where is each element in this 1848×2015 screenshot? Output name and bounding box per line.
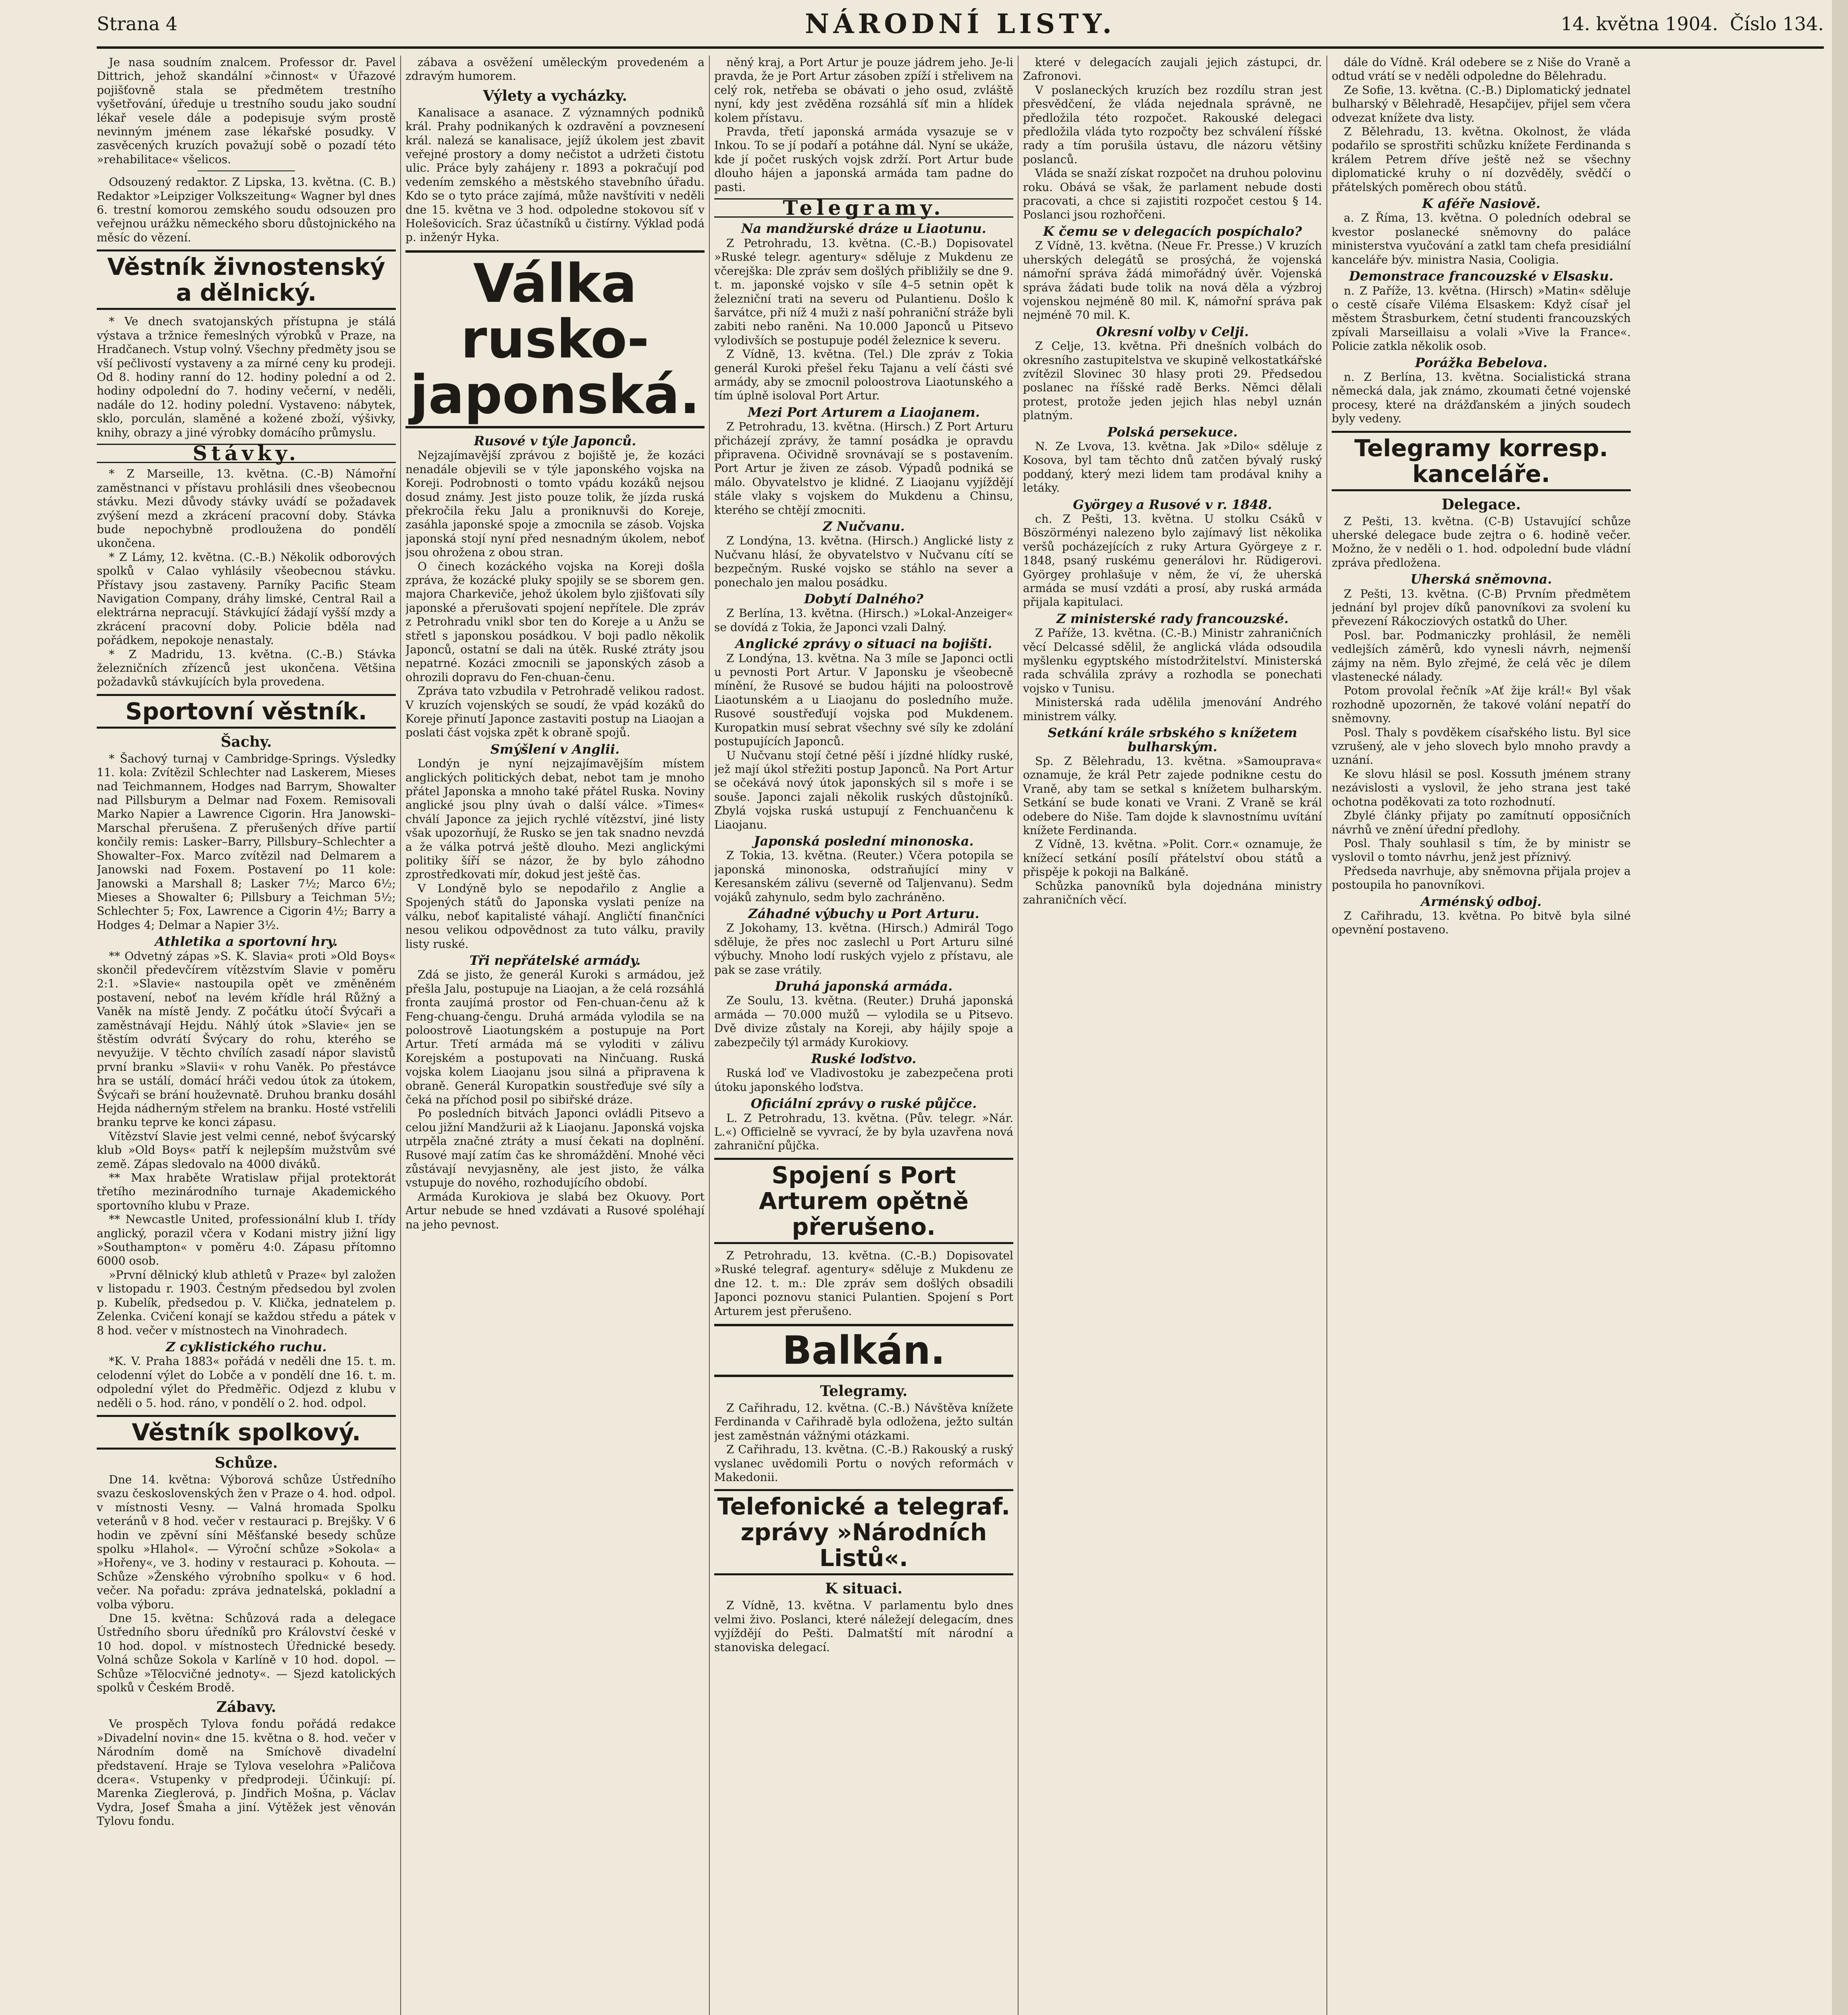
article-paragraph: Ze Soulu, 13. května. (Reuter.) Druhá japonská armáda — 70.000 mužů — vylodila se u Pitsevo. Dvě divize zůstaly na Koreji, aby hájily spoje a zabezpečily týl armády Kurokiovy. <box>714 994 1013 1049</box>
article-paragraph: * Z Madridu, 13. května. (C.-B.) Stávka železničních zřízenců jest ukončena. Většina požadavků stávkujících byla provedena. <box>97 647 396 689</box>
subsection-heading: K situaci. <box>825 1580 903 1597</box>
subsection-heading: Delegace. <box>1441 496 1521 513</box>
subsection-heading: Porážka Bebelova. <box>1415 355 1548 370</box>
article-paragraph: Potom provolal řečník »Ať žije král!« Byl však rozhodně upozorněn, že takové volání nepatří do sněmovny. <box>1332 684 1631 725</box>
article-paragraph: které v delegacích zaujali jejich zástupci, dr. Zafronovi. <box>1023 56 1322 83</box>
newspaper-title: NÁRODNÍ LISTY. <box>805 8 1116 39</box>
column-divider <box>400 56 401 2015</box>
article-paragraph: Ministerská rada udělila jmenování Andrého ministrem války. <box>1023 696 1322 723</box>
subsection-heading: Athletika a sportovní hry. <box>155 934 338 949</box>
article-paragraph: * Ve dnech svatojanských přístupna je stálá výstava a tržnice řemeslných výrobků v Praze, na Hradčanech. Vstup volný. Všechny předměty jsou se vší pečlivostí vystaveny a za mírné ceny ku prodeji. Od 8. hodiny ranní do 12. hodiny polední a od 2. hodiny odpolední do 7. hodiny večerní, v neděli, nadále do 12. hodiny polední. Vystaveno: nábytek, sklo, porculán, slaměné a kožené zboží, výšivky, knihy, obrazy a jiné výrobky domácího průmyslu. <box>97 315 396 439</box>
section-heading: Telefonické a telegraf. zprávy »Národních Listů«. <box>714 1489 1013 1575</box>
article-paragraph: Zdá se jisto, že generál Kuroki s armádou, jež přešla Jalu, postupuje na Liaojan, a že celá rozsáhlá fronta zaujímá prostor od Fen-chuan-čenu až k Feng-chuang-čengu. Druhá armáda vylodila se na poloostrově Liaotungském a postupuje na Port Artur. Třetí armáda má se vyloditi v zálivu Korejském a postupovati na Ninčuang. Ruská vojska kolem Liaojanu jsou silná a připravena k obraně. Generál Kuropatkin soustřeďuje své síly a čeká na příchod posil po sibiřské dráze. <box>405 968 705 1106</box>
article-paragraph: Nejzajímavější zprávou z bojiště je, že kozáci nenadále objevili se v týle japonského vojska na Koreji. Podrobnosti o tomto vpádu kozáků nejsou dosud známy. Jest jisto pouze tolik, že jízda ruská překročila řeku Jalu a proniknuvši do Koreje, zasáhla japonské spoje a zmocnila se zásob. Vojska japonská stojí nyní před nesnadným úkolem, neboť jsou ohrožena z obou stran. <box>405 449 705 559</box>
subsection-heading: Z cyklistického ruchu. <box>166 1339 327 1354</box>
article-paragraph: Vláda se snaží získat rozpočet na druhou polovinu roku. Obává se však, že parlament nebude dosti pracovati, a chce si zajistiti rozpočet cestou § 14. Poslanci jsou rozhořčeni. <box>1023 166 1322 222</box>
subsection-heading: Arménský odboj. <box>1421 893 1542 909</box>
article-paragraph: Pravda, třetí japonská armáda vysazuje se v Inkou. To se jí podaří a potáhne dál. Nyní se ukáže, kde jí počet ruských vojsk zdrží. Port Artur bude dlouho hájen a japonská armáda tam padne do pasti. <box>714 125 1013 194</box>
article-paragraph: Z Cařihradu, 13. května. (C.-B.) Rakouský a ruský vyslanec uvědomili Portu o nových reformách v Makedonii. <box>714 1443 1013 1484</box>
subsection-heading: Smýšlení v Anglii. <box>490 741 620 757</box>
article-paragraph: Vítězství Slavie jest velmi cenné, neboť švýcarský klub »Old Boys« patří k nejlepším mužstvům své země. Zápas sledovalo na 4000 diváků. <box>97 1129 396 1171</box>
article-paragraph: a. Z Říma, 13. května. O poledních odebral se kvestor poslanecké sněmovny do paláce ministerstva vyučování a zatkl tam chefa presidiální kanceláře býv. ministra Nasia, Cooligia. <box>1332 211 1631 266</box>
article-paragraph: zábava a osvěžení uměleckým provedeném a zdravým humorem. <box>405 56 705 83</box>
article-paragraph: Z Cařihradu, 12. května. (C.-B.) Návštěva knížete Ferdinanda v Cařihradě byla odložena, ježto sultán jest zaměstnán vážnými otázkami. <box>714 1401 1013 1442</box>
article-paragraph: Z Celje, 13. května. Při dnešních volbách do okresního zastupitelstva ve skupině velkostatkářské zvítězil Slovinec 30 hlasy proti 29. Předsedou poslanec na říšské radě Berks. Němci dělali protest, protože jeden jejich hlas nebyl uznán platným. <box>1023 339 1322 422</box>
column-divider <box>1326 56 1327 2015</box>
article-paragraph: Dne 15. května: Schůzová rada a delegace Ústředního sboru úředníků pro Království české v 10 hod. dopol. v místnostech Úřednické besedy. Volná schůze Sokola v Karlíně v 10 hod. dopol. — Schůze »Tělocvičné jednoty«. — Sjezd katolických spolků v Českém Brodě. <box>97 1612 396 1695</box>
article-paragraph: Z Vídně, 13. května. (Tel.) Dle zpráv z Tokia generál Kuroki přešel řeku Tajanu a velí části své armády, aby se zmocnil poloostrova Liaotunského a tím úplně isoloval Port Artur. <box>714 347 1013 403</box>
subsection-heading: Japonská poslední minonoska. <box>754 833 974 849</box>
article-paragraph: Ruská loď ve Vladivostoku je zabezpečena proti útoku japonského loďstva. <box>714 1066 1013 1094</box>
subsection-heading: Rusové v týle Japonců. <box>474 433 636 449</box>
article-paragraph: Ke slovu hlásil se posl. Kossuth jménem strany nezávislosti a vyslovil, že jeho strana jest také ochotna poděkovati za toto rozhodnutí. <box>1332 767 1631 808</box>
subsection-heading: Uherská sněmovna. <box>1410 571 1552 587</box>
section-heading: Sportovní věstník. <box>97 694 396 729</box>
article-paragraph: V Londýně bylo se nepodařilo z Anglie a Spojených států do Japonska vyslati peníze na válku, neboť kapitalisté váhají. Angličtí finančníci nesou velikou odpovědnost za tuto válku, pravily listy ruské. <box>405 881 705 951</box>
subsection-heading: K aféře Nasiově. <box>1422 196 1540 212</box>
section-heading: Spojení s Port Arturem opětně přerušeno. <box>714 1158 1013 1244</box>
subsection-heading: Anglické zprávy o situaci na bojišti. <box>735 636 992 652</box>
article-paragraph: Z Pešti, 13. května. (C-B) Prvním předmětem jednání byl projev díků panovníkovi za svolení ku převezení Rákocziových ostatků do Uher. <box>1332 587 1631 628</box>
article-paragraph: * Šachový turnaj v Cambridge-Springs. Výsledky 11. kola: Zvítězil Schlechter nad Laskerem, Mieses nad Teichmannem, Hodges nad Barrym, Showalter nad Pillsburym a Delmar nad Foxem. Remisovali Marko Napier a Lawrence Cigorin. Hra Janowski–Marschal přerušena. Z přerušených dříve partií končily remis: Lasker–Barry, Pillsbury–Schlechter a Showalter–Fox. Marco zvítězil nad Delmarem a Janowski nad Foxem. Postavení po 11 kole: Janowski a Marshall 8; Lasker 7½; Marco 6½; Mieses a Showalter 6; Pillsbury a Teichman 5½; Schlechter 5; Fox, Lawrence a Cigorin 4½; Barry a Hodges 4; Delmar a Napier 3½. <box>97 752 396 932</box>
article-paragraph: Posl. bar. Podmaniczky prohlásil, že neměli vedlejších záměrů, kdo vynesli návrh, nejmenší zájmy na něm. Bylo zřejmé, že celá věc je dílem vlastenecké nálady. <box>1332 628 1631 684</box>
subsection-heading: Setkání krále srbského s knížetem bulharským. <box>1048 725 1297 754</box>
section-heading: Balkán. <box>714 1324 1013 1377</box>
subsection-heading: Tři nepřátelské armády. <box>469 952 641 968</box>
subsection-heading: Dobytí Dalného? <box>804 591 923 607</box>
column-2 <box>405 56 705 2015</box>
subsection-heading: Z ministerské rady francouzské. <box>1056 611 1289 626</box>
section-heading: Telegramy. <box>714 198 1013 218</box>
subsection-heading: Mezi Port Arturem a Liaojanem. <box>747 404 980 420</box>
article-paragraph: Londýn je nyní nejzajímavějším místem anglických politických debat, nebot tam je mnoho přátel Japonska a mnoho také přátel Ruska. Noviny anglické jsou plny úvah o další válce. »Times« chválí Japonce za jejich rychlé vítězství, jiné listy však upozorňují, že Rusko se jen tak snadno nevzdá a že válka potrvá ještě dlouho. Mezi anglickými politiky šíří se názor, že by bylo záhodno zprostředkovati mír, dokud jest ještě čas. <box>405 757 705 881</box>
article-paragraph: Ze Sofie, 13. května. (C.-B.) Diplomatický jednatel bulharský v Bělehradě, Hesapčijev, přijel sem včera odvezat knížete dva listy. <box>1332 83 1631 125</box>
article-paragraph: O činech kozáckého vojska na Koreji došla zpráva, že kozácké pluky spojily se se sborem gen. majora Charkeviče, jehož úkolem bylo zjišťovati síly japonské a přerušovati spojení nepřítele. Dle zpráv z Petrohradu vnikl sbor ten do Koreje a u Anžu se střetl s japonskou posádkou. V boji padlo několik Japonců, ostatní se dali na útěk. Ruské ztráty jsou nepatrné. Kozáci zmocnili se japonských zásob a ohrozili dopravu do Fen-chuan-čenu. <box>405 559 705 684</box>
article-paragraph: Z Bělehradu, 13. května. Okolnost, že vláda podařilo se sprostřiti schůzku knížete Ferdinanda s králem Petrem dříve ještě než se všechny diplomatické kruhy o ní dozvěděly, svědčí o přátelských poměrech obou států. <box>1332 125 1631 194</box>
article-paragraph: Ve prospěch Tylova fondu pořádá redakce »Divadelní novin« dne 15. května o 8. hod. večer v Národním domě na Smíchově divadelní představení. Hraje se Tylova veselohra »Paličova dcera«. Vstupenky v předprodeji. Účinkují: pí. Marenka Zieglerová, p. Jindřich Mošna, p. Václav Vydra, Josef Šmaha a jiní. Výtěžek jest věnován Tylovu fondu. <box>97 1717 396 1828</box>
subsection-heading: Polská persekuce. <box>1107 424 1238 440</box>
article-paragraph: *K. V. Praha 1883« pořádá v neděli dne 15. t. m. celodenní výlet do Lobče a v pondělí dne 16. t. m. odpolední výlet do Předměřic. Odjezd z klubu v neděli o 5. hod. ráno, v pondělí o 2. hod. odpol. <box>97 1354 396 1410</box>
subsection-heading: Györgey a Rusové v r. 1848. <box>1073 496 1272 512</box>
article-paragraph: ** Max hraběte Wratislaw přijal protektorát třetího mezinárodního turnaje Akademického sportovního klubu v Praze. <box>97 1171 396 1212</box>
article-paragraph: N. Ze Lvova, 13. května. Jak »Dilo« sděluje z Kosova, byl tam těchto dnů zatčen bývalý ruský poddaný, který mezi lidem tam prodával knihy a letáky. <box>1023 439 1322 495</box>
page-edge-shadow <box>1832 0 1848 2015</box>
article-paragraph: »První dělnický klub athletů v Praze« byl založen v listopadu r. 1903. Čestným předsedou byl zvolen p. Kubelík, předsedou p. V. Klička, jednatelem p. Zelenka. Cvičení konají se každou středu a pátek v 8 hod. večer v místnostech na Vinohradech. <box>97 1268 396 1337</box>
section-heading: Válka rusko-japonská. <box>405 250 705 428</box>
article-paragraph: Zpráva tato vzbudila v Petrohradě velikou radost. V kruzích vojenských se soudí, že vpád kozáků do Koreje přinutí Japonce zastaviti postup na Liaojan a poslati část vojska zpět k obraně spojů. <box>405 684 705 740</box>
article-paragraph: Z Petrohradu, 13. května. (Hirsch.) Z Port Arturu přicházejí zprávy, že tamní posádka je opravdu připravena. Očividně srovnávají se s postavením. Port Artur je živen ze zásob. Výpadů podniká se málo. Obyvatelstvo je klidné. Z Liaojanu vyjíždějí stále vlaky s vojskem do Mukdenu a Chinsu, kterého se chtějí zmocniti. <box>714 420 1013 517</box>
article-paragraph: Z Pešti, 13. května. (C-B) Ustavující schůze uherské delegace bude zejtra o 6. hodině večer. Možno, že v neděli o 1. hod. odpolední bude vládní zpráva předložena. <box>1332 514 1631 569</box>
article-paragraph: n. Z Berlína, 13. května. Socialistická strana německá dala, jak známo, zkoumati četné vojenské procesy, které na drážďanském a jiných soudech byly vedeny. <box>1332 370 1631 426</box>
article-paragraph: * Z Marseille, 13. května. (C.-B) Námořní zaměstnanci v přístavu prohlásili dnes všeobecnou stávku. Mezi důvody stávky uvádí se požadavek zvýšení mezd a zkrácení pracovní doby. Stávka bude nepochybně prodloužena do pondělí ukončena. <box>97 467 396 550</box>
column-divider <box>1018 56 1019 2015</box>
subsection-heading: Druhá japonská armáda. <box>775 978 953 994</box>
section-heading: Věstník živnostenský a dělnický. <box>97 249 396 310</box>
article-paragraph: Kanalisace a asanace. Z významných podniků král. Prahy podnikaných k ozdravění a povznesení král. nalezá se kanalisace, jejíž úkolem jest zbavit veřejné prostory a domy nečistot a udržeti čistotu ulic. Práce byly zahájeny r. 1893 a pokračují pod vedením zemského a městského stavebního úřadu. Kdo se o tyto práce zajímá, může navštíviti v neděli dne 15. května ve 3 hod. odpoledne stokovou síť v Holešovicích. Sraz účastníků u čistírny. Výklad podá p. inženýr Hyka. <box>405 106 705 244</box>
article-paragraph: Předseda navrhuje, aby sněmovna přijala projev a postoupila ho panovníkovi. <box>1332 864 1631 892</box>
masthead <box>97 8 1824 49</box>
subsection-heading: Na mandžurské dráze u Liaotunu. <box>741 221 986 237</box>
article-paragraph: Z Jokohamy, 13. května. (Hirsch.) Admirál Togo sděluje, že přes noc zaslechl u Port Arturu silné výbuchy. Mnoho lodí ruských vyjelo z přístavu, ale pak se zase vrátily. <box>714 921 1013 976</box>
article-paragraph: Z Vídně, 13. května. »Polit. Corr.« oznamuje, že knížecí setkání posílí přátelství obou států a přispěje k pokoji na Balkáně. <box>1023 837 1322 879</box>
subsection-heading: Oficiální zprávy o ruské půjčce. <box>750 1096 977 1111</box>
article-paragraph: Odsouzený redaktor. Z Lipska, 13. května. (C. B.) Redaktor »Leipziger Volkszeitung« Wagner byl dnes 6. trestní komorou zemského soudu odsouzen pro veřejnou urážku německého sboru důstojnického na měsíc do vězení. <box>97 175 396 244</box>
subsection-heading: Okresní volby v Celji. <box>1096 324 1249 339</box>
article-paragraph: L. Z Petrohradu, 13. května. (Pův. telegr. »Nár. L.«) Officielně se vyvrací, že by byla uzavřena nová zahraniční půjčka. <box>714 1111 1013 1153</box>
subsection-heading: Záhadné výbuchy u Port Arturu. <box>748 906 979 921</box>
subsection-heading: Výlety a vycházky. <box>483 87 627 104</box>
column-1 <box>97 56 396 2015</box>
section-heading: Telegramy korresp. kanceláře. <box>1332 431 1631 491</box>
subsection-heading: Telegramy. <box>820 1382 908 1400</box>
article-paragraph: Posl. Thaly souhlasil s tím, že by ministr se vyslovil o tomto návrhu, jenž jest příznivý. <box>1332 836 1631 864</box>
article-paragraph: Z Vídně, 13. května. (Neue Fr. Presse.) V kruzích uherských delegátů se prosýchá, že vojenská námořní správa žádá mimořádný úvěr. Vojenská správa žádati bude tolik na nová děla a výzbroj vojenskou nejméně 80 mil. K, námořní správa pak nejméně 70 mil. K. <box>1023 239 1322 322</box>
issue-date: 14. května 1904. Číslo 134. <box>1561 13 1824 35</box>
article-paragraph: Dne 14. května: Výborová schůze Ústředního svazu československých žen v Praze o 4. hod. odpol. v místnosti Vesny. — Valná hromada Spolku veteránů v 8 hod. večer v restauraci p. Brejšky. V 6 hodin ve zpěvní síni Měšťanské besedy schůze spolku »Hlahol«. — Výroční schůze »Sokola« a »Hořeny«, ve 3. hodiny v restauraci p. Kohouta. — Schůze »Ženského výrobního spolku« v 6 hod. večer. Na pořadu: zpráva jednatelská, pokladní a volba výboru. <box>97 1473 396 1611</box>
section-heading: Věstník spolkový. <box>97 1415 396 1450</box>
page-number: Strana 4 <box>97 13 178 35</box>
article-paragraph: ** Newcastle United, professionální klub I. třídy anglický, porazil včera v Kodani mistry jižní ligy »Southampton« v poměru 4:0. Zápasu přítomno 6000 osob. <box>97 1213 396 1268</box>
subsection-heading: Schůze. <box>214 1454 278 1471</box>
article-paragraph: Schůzka panovníků byla dojednána ministry zahraničních věcí. <box>1023 879 1322 906</box>
article-paragraph: ** Odvetný zápas »S. K. Slavia« proti »Old Boys« skončil předevčírem vítězstvím Slavie v poměru 2:1. »Slavie« nastoupila opět ve změněném postavení, neboť na levém křídle hrál Růžný a Vaněk na místě Jendy. Z počátku útočí Švýcaři a zaměstnávají Hejdu. Náhlý útok »Slavie« jen se štěstím odvrátí Švýcary do rohu, kterého se nevyužije. V těchto chvílích zasadí nápor slavistů první branku »Slavii« v rohu Vaněk. Po přestávce hra se ustálí, domácí hráči vedou útok za útokem, Švýcaři se brání houževnatě. Druhou branku dosáhl Hejda nádherným střelem na branku. Hosté vstřelili branku teprve ke konci zápasu. <box>97 949 396 1129</box>
column-4 <box>1023 56 1322 2015</box>
article-paragraph: Z Vídně, 13. května. V parlamentu bylo dnes velmi živo. Poslanci, které náležejí delegacím, dnes vyjíždějí do Pešti. Dalmatští mít národní a stanoviska delegací. <box>714 1599 1013 1654</box>
section-heading: Stávky. <box>97 444 396 463</box>
article-paragraph: Z Paříže, 13. května. (C.-B.) Ministr zahraničních věcí Delcassé sdělil, že anglická vláda odsoudila myšlenku egyptského místodržitelství. Ministerská rada schválila zprávy a rozhodla se ponechati vojsko v Tunisu. <box>1023 626 1322 695</box>
subsection-heading: Ruské loďstvo. <box>811 1051 917 1067</box>
column-divider <box>709 56 710 2015</box>
article-paragraph: Z Petrohradu, 13. května. (C.-B.) Dopisovatel »Ruské telegr. agentury« sděluje z Mukdenu ze včerejška: Dle zpráv sem došlých přibližily se dne 9. t. m. japonské vojsko v síle 4–5 setnin opět k železniční trati na severu od Pulantienu. Došlo k šarvátce, při níž 4 muži z naší pohraniční stráže byli zabiti nebo raněni. Na 10.000 Japonců u Pitsevo vylodivších se postupuje podél železnice k severu. <box>714 236 1013 347</box>
article-paragraph: dále do Vídně. Král odebere se z Niše do Vraně a odtud vrátí se v neděli odpoledne do Bělehradu. <box>1332 56 1631 83</box>
article-paragraph: Je nasa soudním znalcem. Professor dr. Pavel Dittrich, jehož skandální »činnost« v Úřazové pojišťovně stala se předmětem trestního vyšetřování, úředuje u trestního soudu jako soudní lékař vesele dále a podepisuje svým prostě nevinným jménem zase lékařské posudky. V zasvěcených kruzích považují sobě o pozadí této »rehabilitace« všelicos. <box>97 56 396 166</box>
article-paragraph: Po posledních bitvách Japonci ovládli Pitsevo a celou jižní Mandžurii až k Liaojanu. Japonská vojska utrpěla značné ztráty a musí čekati na doplnění. Rusové mají zatím čas ke shromáždění. Mnohé věci zůstávají nevyjasněny, ale jest jisto, že válka vstupuje do nového, rozhodujícího období. <box>405 1107 705 1190</box>
article-paragraph: * Z Lámy, 12. května. (C.-B.) Několik odborových spolků v Calao vyhlásily všeobecnou stávku. Přístavy jsou zastaveny. Parníky Pacific Steam Navigation Company, dráhy limské, Central Rail a elektrárna nepracují. Stávkující žádají vyšší mzdy a zkrácení pracovní doby. Policie bděla nad pořádkem, nepokoje nenastaly. <box>97 550 396 647</box>
subsection-heading: Zábavy. <box>216 1699 276 1716</box>
article-paragraph: Z Londýna, 13. května. (Hirsch.) Anglické listy z Nučvanu hlásí, že obyvatelstvo v Nučvanu cítí se bezpečným. Ruské vojsko se stáhlo na sever a ponechalo jen malou posádku. <box>714 534 1013 589</box>
article-paragraph: Armáda Kurokiova je slabá bez Okuovy. Port Artur nebude se hned vzdávati a Rusové spoléhají na jeho pevnost. <box>405 1190 705 1231</box>
article-paragraph: Zbylé články přijaty po zamítnutí opposičních návrhů ve znění úřední předlohy. <box>1332 809 1631 836</box>
subsection-heading: K čemu se v delegacích pospíchalo? <box>1043 223 1302 239</box>
article-paragraph: n. Z Paříže, 13. května. (Hirsch) »Matin« sděluje o cestě císaře Viléma Elsaskem: Když císař jel městem Štrasburkem, četní studenti francouzských zpívali Marseillaisu a volali »Vive la France«. Policie zatkla několik osob. <box>1332 284 1631 353</box>
column-3 <box>714 56 1013 2015</box>
article-paragraph: U Nučvanu stojí četné pěší i jízdné hlídky ruské, jež mají úkol střežiti postup Japonců. Na Port Artur se očekává nový útok japonských sil s moře i se souše. Japonci zajali několik ruských důstojníků. Zbylá vojska ruská ustupují z Fenchuančenu k Liaojanu. <box>714 748 1013 831</box>
divider <box>197 170 295 171</box>
article-paragraph: Z Berlína, 13. května. (Hirsch.) »Lokal-Anzeiger« se dovídá z Tokia, že Japonci vzali Dalný. <box>714 607 1013 634</box>
column-5 <box>1332 56 1631 2015</box>
subsection-heading: Z Nučvanu. <box>823 519 905 534</box>
subsection-heading: Demonstrace francouzské v Elsasku. <box>1349 268 1614 284</box>
article-paragraph: Z Londýna, 13. května. Na 3 míle se Japonci octli u pevnosti Port Artur. V Japonsku je všeobecně mínění, že Rusové se budou hájiti na poloostrově Liaotunském a u Liaojanu do posledního muže. Rusové soustřeďují vojska pod Mukdenem. Kuropatkin musí sebrat všechny své síly ke zdolání postupujících Japonců. <box>714 651 1013 748</box>
article-paragraph: Posl. Thaly s povděkem císařského listu. Byl sice vzrušený, ale v jeho slovech bylo mnoho pravdy a uznání. <box>1332 725 1631 767</box>
article-paragraph: Z Petrohradu, 13. května. (C.-B.) Dopisovatel »Ruské telegraf. agentury« sděluje z Mukdenu ze dne 12. t. m.: Dle zpráv sem došlých obsadili Japonci poznovu stanici Pulantien. Spojení s Port Arturem jest přerušeno. <box>714 1248 1013 1318</box>
article-paragraph: Sp. Z Bělehradu, 13. května. »Samouprava« oznamuje, že král Petr zajede podnikne cestu do Vraně, aby tam se setkal s knížetem bulharským. Setkání se bude konati ve Vrani. Z Vraně se král odebere do Niše. Tam dojde k slavnostnímu uvítání knížete Ferdinanda. <box>1023 754 1322 837</box>
article-paragraph: něný kraj, a Port Artur je pouze jádrem jeho. Je-li pravda, že je Port Artur zásoben zpíží i střelivem na celý rok, netřeba se obávati o jeho osud, zvláště nyní, kdy jest zvěděna rozsáhlá síť min a hlídek kolem přístavu. <box>714 56 1013 125</box>
subsection-heading: Šachy. <box>220 733 272 750</box>
article-paragraph: Z Tokia, 13. května. (Reuter.) Včera potopila se japonská minonoska, odstraňující miny v Keresanském zálivu (severně od Taljenvanu). Sedm vojáků zahynulo, sedm bylo zachráněno. <box>714 849 1013 904</box>
article-paragraph: V poslaneckých kruzích bez rozdílu stran jest přesvědčení, že vláda nejednala správně, ne předložila této rozpočet. Rakouské delegaci předložila vláda tyto rozpočty bez schválení říšské rady a tím porušila ústavu, dle názoru většiny poslanců. <box>1023 83 1322 166</box>
article-paragraph: Z Cařihradu, 13. května. Po bitvě byla silné opevnění postaveno. <box>1332 909 1631 937</box>
article-paragraph: ch. Z Pešti, 13. května. U stolku Csáků v Böszörményi nalezeno bylo zajímavý list několika veršů pocházejících z ruky Artura Györgeye z r. 1848, psaný ruskému generálovi hr. Rüdigerovi. Györgey prohlašuje v něm, že ví, že uherská armáda se musí vzdáti a prosí, aby ruská armáda přijala kapitulaci. <box>1023 512 1322 609</box>
